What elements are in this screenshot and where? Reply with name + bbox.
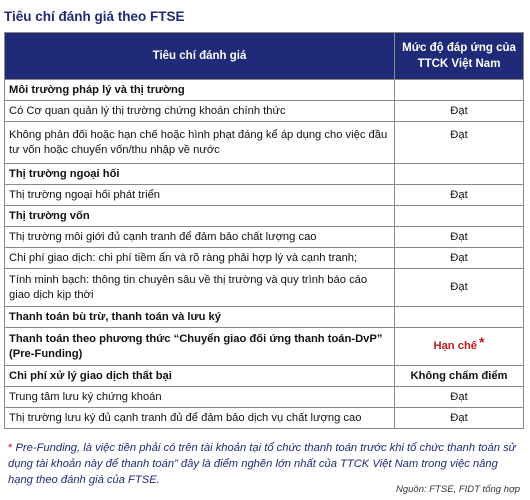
row-value: Đạt xyxy=(395,227,524,248)
row-value: Đạt xyxy=(395,185,524,206)
row-value: Đạt xyxy=(395,122,524,164)
criteria-cell: Không phản đối hoặc hạn chế hoặc hình phạt đáng kể áp dụng cho việc đầu tư vốn hoặc chuyển vốn/thu nhập về nước xyxy=(5,122,395,164)
section-row xyxy=(5,164,524,185)
table-row xyxy=(5,248,524,269)
section-row xyxy=(5,366,524,387)
footnote-text: Pre-Funding, là việc tiền phải có trên tài khoản tại tổ chức thanh toán trước khi tổ chức thanh toán sử dụng tài khoản này để thanh toán” đây là điểm nghẽn lớn nhất của TTCK Việt Nam trong việc nâng hạng theo đánh giá của FTSE. xyxy=(8,442,516,486)
section-label: Thị trường ngoại hối xyxy=(5,164,395,185)
row-value-cell xyxy=(395,328,524,366)
row-value xyxy=(395,80,524,101)
header-level: Mức độ đáp ứng của TTCK Việt Nam xyxy=(395,33,524,80)
table-row xyxy=(5,387,524,408)
row-value: Đạt xyxy=(395,408,524,429)
section-label: Thanh toán bù trừ, thanh toán và lưu ký xyxy=(5,307,395,328)
criteria-cell: Có Cơ quan quản lý thị trường chứng khoán chính thức xyxy=(5,101,395,122)
criteria-table xyxy=(4,32,524,429)
table-header-row xyxy=(5,33,524,80)
asterisk-mark: * xyxy=(479,334,485,350)
table-row xyxy=(5,328,524,366)
row-value: Đạt xyxy=(395,387,524,408)
table-row xyxy=(5,227,524,248)
section-row xyxy=(5,80,524,101)
source-note: Nguồn: FTSE, FIDT tổng hợp xyxy=(395,484,520,495)
status-limited: Hạn chế xyxy=(433,340,478,352)
footnote-asterisk: * xyxy=(8,442,13,454)
footnote xyxy=(8,440,523,488)
table-row xyxy=(5,185,524,206)
criteria-cell: Trung tâm lưu ký chứng khoán xyxy=(5,387,395,408)
row-value xyxy=(395,206,524,227)
table-row xyxy=(5,122,524,164)
section-label: Thị trường vốn xyxy=(5,206,395,227)
criteria-cell: Thị trường môi giới đủ cạnh tranh để đảm bảo chất lượng cao xyxy=(5,227,395,248)
row-value xyxy=(395,307,524,328)
criteria-cell: Thị trường lưu ký đủ cạnh tranh đủ để đảm bảo dịch vụ chất lượng cao xyxy=(5,408,395,429)
section-row xyxy=(5,307,524,328)
criteria-cell: Tính minh bạch: thông tin chuyên sâu về thị trường và quy trình báo cáo giao dịch kịp thời xyxy=(5,269,395,307)
table-row xyxy=(5,101,524,122)
table-row xyxy=(5,269,524,307)
header-criteria: Tiêu chí đánh giá xyxy=(5,33,395,80)
row-value: Đạt xyxy=(395,269,524,307)
row-value: Không chấm điểm xyxy=(395,366,524,387)
section-row xyxy=(5,206,524,227)
section-label: Chi phí xử lý giao dịch thất bại xyxy=(5,366,395,387)
row-value: Đạt xyxy=(395,248,524,269)
table-row xyxy=(5,408,524,429)
page-title: Tiêu chí đánh giá theo FTSE xyxy=(4,9,185,24)
row-value xyxy=(395,164,524,185)
section-label: Môi trường pháp lý và thị trường xyxy=(5,80,395,101)
criteria-cell: Thanh toán theo phương thức “Chuyển giao đối ứng thanh toán-DvP” (Pre-Funding) xyxy=(5,328,395,366)
criteria-cell: Thị trường ngoại hối phát triển xyxy=(5,185,395,206)
row-value: Đạt xyxy=(395,101,524,122)
criteria-cell: Chi phí giao dịch: chi phí tiềm ẩn và rõ ràng phải hợp lý và cạnh tranh; xyxy=(5,248,395,269)
